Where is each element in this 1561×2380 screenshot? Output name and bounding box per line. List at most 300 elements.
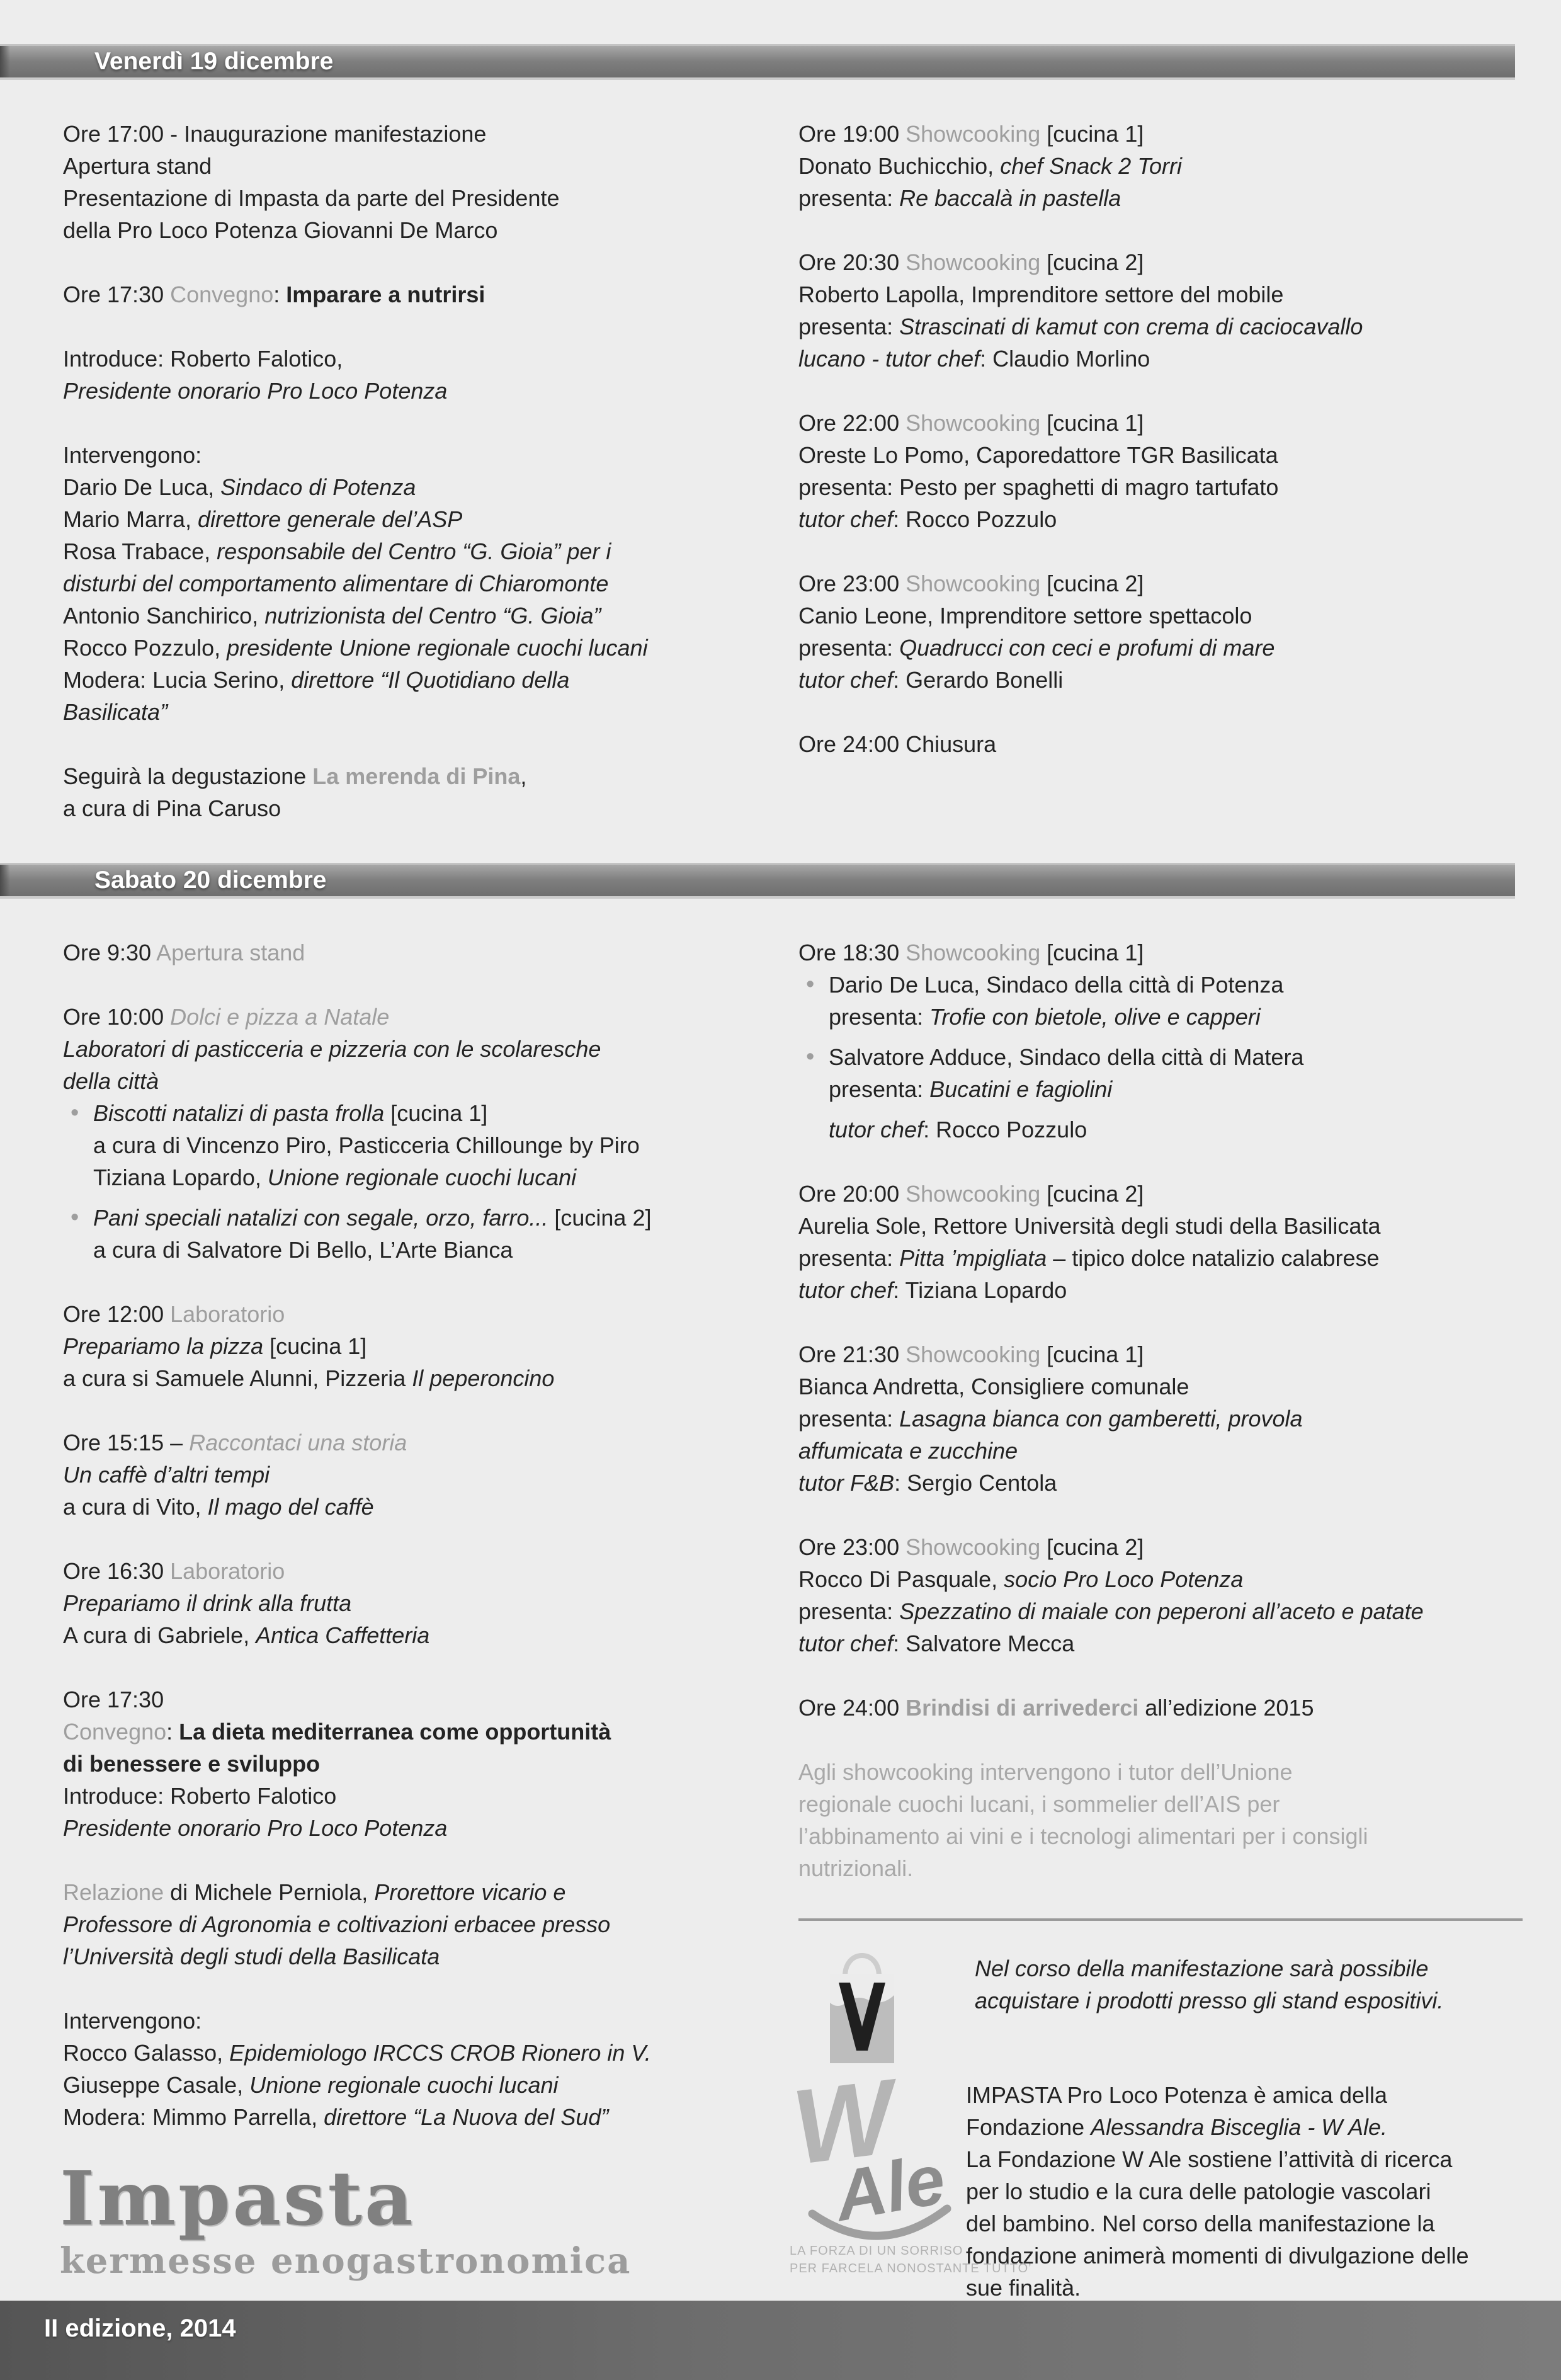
schedule-line: [966, 2240, 1469, 2272]
bullet-line: [63, 1202, 798, 1234]
schedule-line: [798, 1595, 1529, 1627]
schedule-line: [798, 632, 1529, 664]
text-run: sue finalità.: [966, 2275, 1081, 2301]
promo-text: [975, 1944, 1443, 2073]
schedule-line: [798, 1210, 1529, 1242]
text-run: Biscotti natalizi di pasta frolla: [93, 1100, 385, 1126]
text-run: Ore 19:00: [798, 121, 906, 147]
schedule-line: [63, 1876, 798, 1908]
text-run: [cucina 1]: [384, 1100, 488, 1126]
text-run: Ore 10:00: [63, 1004, 171, 1030]
text-run: Epidemiologo IRCCS CROB Rionero in V.: [229, 2040, 651, 2066]
schedule-line: [63, 792, 798, 824]
text-run: presenta:: [798, 185, 900, 211]
text-run: Apertura stand: [63, 153, 212, 179]
text-run: Ore 20:00: [798, 1181, 906, 1207]
schedule-line: [63, 1065, 798, 1097]
text-run: : Rocco Pozzulo: [893, 506, 1057, 532]
text-run: nutrizionista del Centro “G. Gioia”: [264, 603, 601, 629]
event-block: [63, 1298, 798, 1394]
text-run: [cucina 2]: [1040, 1534, 1144, 1560]
event-block: [63, 439, 798, 728]
bullet-line: [63, 1097, 798, 1129]
text-run: Alessandra Bisceglia - W Ale.: [1091, 2114, 1387, 2140]
text-run: Oreste Lo Pomo, Caporedattore TGR Basilicata: [798, 442, 1278, 468]
text-run: [cucina 2]: [548, 1205, 652, 1231]
schedule-line: [798, 1563, 1529, 1595]
schedule-line: [63, 1298, 798, 1330]
schedule-line: [966, 2272, 1469, 2304]
text-run: affumicata e zucchine: [798, 1438, 1018, 1464]
schedule-line: [966, 2207, 1469, 2240]
day-header-friday: [0, 44, 1515, 80]
text-run: Rosa Trabace,: [63, 538, 217, 564]
text-run: Fondazione: [966, 2114, 1091, 2140]
schedule-line: [63, 1683, 798, 1716]
text-run: l’Università degli studi della Basilicata: [63, 1944, 440, 1969]
text-run: lucano - tutor chef: [798, 346, 980, 372]
friday-right-column: [798, 118, 1529, 863]
text-run: Prepariamo il drink alla frutta: [63, 1590, 352, 1616]
text-run: nutrizionali.: [798, 1855, 914, 1881]
event-block: [63, 1876, 798, 1973]
text-run: :: [273, 282, 287, 307]
event-block: [798, 1178, 1529, 1306]
event-block: [798, 567, 1529, 696]
schedule-line: [63, 1459, 798, 1491]
schedule-line: [798, 1073, 1529, 1105]
schedule-line: [63, 503, 798, 535]
text-run: Presidente onorario Pro Loco Potenza: [63, 378, 448, 404]
text-run: Showcooking: [905, 249, 1041, 275]
text-run: Re baccalà in pastella: [899, 185, 1121, 211]
text-run: presenta:: [829, 1004, 930, 1030]
text-run: direttore “La Nuova del Sud”: [324, 2104, 609, 2130]
text-run: Apertura stand: [156, 940, 305, 965]
schedule-line: [966, 2079, 1469, 2111]
schedule-line: [63, 632, 798, 664]
text-run: presidente Unione regionale cuochi lucani: [227, 635, 648, 661]
text-run: Strascinati di kamut con crema di caciocavallo: [899, 314, 1363, 339]
text-run: presenta:: [798, 1245, 900, 1271]
text-run: Modera: Mimmo Parrella,: [63, 2104, 324, 2130]
event-block: [798, 1531, 1529, 1660]
text-run: a cura di Pina Caruso: [63, 795, 281, 821]
schedule-line: [63, 1330, 798, 1362]
wale-tagline-1: LA FORZA DI UN SORRISO: [790, 2244, 963, 2258]
schedule-line: [798, 1820, 1529, 1852]
text-run: : Gerardo Bonelli: [893, 667, 1064, 693]
wale-tagline-2: PER FARCELA NONOSTANTE TUTTO’: [790, 2262, 1032, 2275]
text-run: della Pro Loco Potenza Giovanni De Marco: [63, 217, 498, 243]
text-run: Un caffè d’altri tempi: [63, 1462, 270, 1488]
text-run: Showcooking: [905, 940, 1041, 965]
text-run: Prepariamo la pizza: [63, 1333, 264, 1359]
text-run: Ore 15:15 –: [63, 1430, 190, 1455]
schedule-line: [798, 118, 1529, 150]
schedule-line: [798, 1274, 1529, 1306]
event-block: [63, 937, 798, 969]
text-run: Sindaco di Potenza: [220, 474, 416, 500]
text-run: Raccontaci una storia: [189, 1430, 407, 1455]
schedule-line: [63, 1033, 798, 1065]
event-block: [63, 2005, 798, 2133]
day-title-friday: Venerdì 19 dicembre: [94, 48, 334, 75]
text-run: ,: [520, 763, 527, 789]
text-run: Agli showcooking intervengono i tutor dell’Unione: [798, 1759, 1293, 1785]
friday-left-column: [63, 118, 798, 863]
schedule-line: [798, 343, 1529, 375]
text-run: a cura di Salvatore Di Bello, L’Arte Bianca: [93, 1237, 513, 1263]
schedule-line: [63, 1940, 798, 1973]
event-block: [63, 343, 798, 407]
text-run: tutor chef: [798, 506, 894, 532]
text-run: Seguirà la degustazione: [63, 763, 313, 789]
schedule-line: [63, 1161, 798, 1193]
schedule-line: [63, 1587, 798, 1619]
text-run: [cucina 2]: [1040, 1181, 1144, 1207]
text-run: Showcooking: [905, 571, 1041, 596]
schedule-line: [63, 1001, 798, 1033]
schedule-line: [798, 150, 1529, 182]
schedule-line: [966, 2111, 1469, 2143]
text-run: Mario Marra,: [63, 506, 198, 532]
schedule-line: [63, 600, 798, 632]
schedule-line: [798, 246, 1529, 278]
impasta-logo-title: Impasta: [60, 2155, 416, 2242]
text-run: Ore 24:00 Chiusura: [798, 731, 997, 757]
event-block: [798, 1692, 1529, 1724]
schedule-line: [798, 503, 1529, 535]
text-run: [cucina 2]: [1040, 249, 1144, 275]
text-run: Professore di Agronomia e coltivazioni erbacee presso: [63, 1911, 611, 1937]
schedule-line: [798, 600, 1529, 632]
friday-columns: [0, 80, 1561, 863]
text-run: Showcooking: [905, 121, 1041, 147]
schedule-line: [63, 214, 798, 246]
text-run: Convegno: [170, 282, 274, 307]
text-run: Canio Leone, Imprenditore settore spettacolo: [798, 603, 1252, 629]
schedule-line: [63, 1908, 798, 1940]
bullet-line: [798, 1041, 1529, 1073]
text-run: chef Snack 2 Torri: [1000, 153, 1182, 179]
text-run: Intervengono:: [63, 2008, 202, 2034]
text-run: Presidente onorario Pro Loco Potenza: [63, 1815, 448, 1841]
schedule-line: [63, 1555, 798, 1587]
saturday-columns: [0, 899, 1561, 2336]
text-run: : Salvatore Mecca: [893, 1631, 1075, 1656]
schedule-line: [798, 1756, 1529, 1788]
text-run: della città: [63, 1068, 159, 1094]
text-run: Antonio Sanchirico,: [63, 603, 265, 629]
schedule-line: [63, 1426, 798, 1459]
text-run: Ore 21:30: [798, 1341, 906, 1367]
schedule-line: [63, 1491, 798, 1523]
text-run: Ore 24:00: [798, 1695, 906, 1721]
text-run: [cucina 1]: [263, 1333, 367, 1359]
text-run: Ore 18:30: [798, 940, 906, 965]
text-run: l’abbinamento ai vini e i tecnologi alimentari per i consigli: [798, 1823, 1368, 1849]
text-run: Pitta ’mpigliata: [899, 1245, 1047, 1271]
schedule-line: [63, 375, 798, 407]
event-block: [966, 2079, 1469, 2336]
schedule-line: [798, 1852, 1529, 1884]
text-run: Bucatini e fagiolini: [929, 1076, 1113, 1102]
footer-bar: [0, 2301, 1561, 2380]
text-run: Aurelia Sole, Rettore Università degli studi della Basilicata: [798, 1213, 1381, 1239]
text-run: Showcooking: [905, 410, 1041, 436]
schedule-line: [63, 2101, 798, 2133]
text-run: regionale cuochi lucani, i sommelier dell’AIS per: [798, 1791, 1280, 1817]
schedule-line: [798, 1467, 1529, 1499]
text-run: [cucina 2]: [1040, 571, 1144, 596]
text-run: Intervengono:: [63, 442, 202, 468]
schedule-line: [798, 1403, 1529, 1435]
text-run: Ore 17:30: [63, 1687, 164, 1712]
saturday-right-schedule: [798, 937, 1529, 1884]
event-block: [63, 1001, 798, 1266]
text-run: Modera: Lucia Serino,: [63, 667, 292, 693]
text-run: Ore 9:30: [63, 940, 157, 965]
day-header-saturday: [0, 863, 1515, 899]
text-run: Lasagna bianca con gamberetti, provola: [899, 1406, 1303, 1432]
text-run: Laboratori di pasticceria e pizzeria con le scolaresche: [63, 1036, 601, 1062]
text-run: acquistare i prodotti presso gli stand espositivi.: [975, 1988, 1444, 2013]
schedule-line: [63, 1748, 798, 1780]
schedule-line: [798, 937, 1529, 969]
schedule-line: [63, 1716, 798, 1748]
shopping-bag-icon: [821, 1944, 903, 2070]
text-run: [cucina 1]: [1040, 121, 1144, 147]
text-run: a cura di Vito,: [63, 1494, 208, 1520]
text-run: Nel corso della manifestazione sarà possibile: [975, 1956, 1429, 1981]
text-run: tutor chef: [798, 1277, 894, 1303]
text-run: La Fondazione W Ale sostiene l’attività di ricerca: [966, 2146, 1453, 2172]
text-run: Introduce: Roberto Falotico: [63, 1783, 337, 1809]
text-run: disturbi del comportamento alimentare di Chiaromonte: [63, 571, 609, 596]
text-run: [cucina 1]: [1040, 1341, 1144, 1367]
day-title-saturday: Sabato 20 dicembre: [94, 867, 327, 894]
schedule-line: [63, 1812, 798, 1844]
schedule-line: [63, 278, 798, 310]
schedule-line: [798, 567, 1529, 600]
event-block: [975, 1952, 1443, 2017]
text-run: Laboratorio: [170, 1558, 285, 1584]
saturday-left-column: [63, 937, 798, 2336]
text-run: Ore 20:30: [798, 249, 906, 275]
text-run: di Michele Perniola,: [164, 1879, 375, 1905]
impasta-logo-subtitle: kermesse enogastronomica: [60, 2240, 632, 2282]
text-run: Brindisi di arrivederci: [905, 1695, 1139, 1721]
text-run: Showcooking: [905, 1181, 1041, 1207]
text-run: Introduce: Roberto Falotico,: [63, 346, 343, 372]
divider-rule: [798, 1918, 1523, 1921]
text-run: Ore 16:30: [63, 1558, 171, 1584]
schedule-line: [798, 1178, 1529, 1210]
text-run: Bianca Andretta, Consigliere comunale: [798, 1374, 1189, 1399]
text-run: : Claudio Morlino: [980, 346, 1150, 372]
text-run: Ore 22:00: [798, 410, 906, 436]
schedule-line: [63, 937, 798, 969]
text-run: Rocco Di Pasquale,: [798, 1566, 1004, 1592]
text-run: La dieta mediterranea come opportunità: [179, 1719, 611, 1745]
text-run: direttore “Il Quotidiano della: [291, 667, 570, 693]
text-run: Prorettore vicario e: [374, 1879, 566, 1905]
text-run: : Tiziana Lopardo: [893, 1277, 1067, 1303]
text-run: presenta:: [798, 1598, 900, 1624]
event-block: [798, 1338, 1529, 1499]
text-run: Ore 23:00: [798, 1534, 906, 1560]
schedule-line: [63, 439, 798, 471]
schedule-line: [798, 439, 1529, 471]
schedule-line: [798, 471, 1529, 503]
schedule-line: [975, 1952, 1443, 1984]
text-run: Showcooking: [905, 1534, 1041, 1560]
text-run: Tiziana Lopardo,: [93, 1164, 268, 1190]
text-run: Showcooking: [905, 1341, 1041, 1367]
schedule-line: [63, 2005, 798, 2037]
text-run: Spezzatino di maiale con peperoni all’aceto e patate: [899, 1598, 1424, 1624]
event-block: [798, 728, 1529, 760]
schedule-line: [63, 567, 798, 600]
event-block: [63, 1555, 798, 1651]
text-run: :: [166, 1719, 179, 1745]
saturday-right-column: [786, 937, 1529, 2336]
text-run: IMPASTA Pro Loco Potenza è amica della: [966, 2082, 1388, 2108]
schedule-line: [798, 728, 1529, 760]
text-run: fondazione animerà momenti di divulgazione delle: [966, 2243, 1469, 2269]
schedule-line: [798, 310, 1529, 343]
schedule-line: [966, 2175, 1469, 2207]
text-run: Ore 12:00: [63, 1301, 171, 1327]
schedule-line: [63, 696, 798, 728]
text-run: Trofie con bietole, olive e capperi: [929, 1004, 1261, 1030]
schedule-line: [63, 343, 798, 375]
schedule-line: [63, 2069, 798, 2101]
text-run: presenta:: [798, 635, 900, 661]
schedule-line: [63, 1362, 798, 1394]
schedule-line: [63, 471, 798, 503]
event-block: [63, 278, 798, 310]
text-run: Giuseppe Casale,: [63, 2072, 250, 2098]
impasta-logo: [60, 2155, 632, 2282]
text-run: [cucina 1]: [1040, 410, 1144, 436]
text-run: direttore generale del’ASP: [198, 506, 463, 532]
schedule-line: [798, 407, 1529, 439]
schedule-line: [966, 2143, 1469, 2175]
schedule-line: [798, 1338, 1529, 1370]
foundation-text: [966, 2079, 1469, 2336]
text-run: Roberto Lapolla, Imprenditore settore del mobile: [798, 282, 1284, 307]
text-run: tutor F&B: [798, 1470, 895, 1496]
text-run: socio Pro Loco Potenza: [1004, 1566, 1244, 1592]
text-run: Rocco Galasso,: [63, 2040, 230, 2066]
bullet-line: [798, 969, 1529, 1001]
text-run: Ore 23:00: [798, 571, 906, 596]
schedule-line: [798, 182, 1529, 214]
text-run: presenta:: [829, 1076, 930, 1102]
text-run: responsabile del Centro “G. Gioia” per i: [217, 538, 611, 564]
text-run: Unione regionale cuochi lucani: [249, 2072, 559, 2098]
text-run: Presentazione di Impasta da parte del Presidente: [63, 185, 560, 211]
text-run: Ore 17:30: [63, 282, 171, 307]
event-block: [798, 407, 1529, 535]
promo-icon-box: [798, 1944, 975, 2073]
text-run: Quadrucci con ceci e profumi di mare: [899, 635, 1275, 661]
schedule-line: [63, 1129, 798, 1161]
text-run: Dario De Luca, Sindaco della città di Potenza: [829, 972, 1284, 998]
schedule-line: [798, 278, 1529, 310]
foundation-row: [786, 2057, 1529, 2336]
schedule-line: [798, 1627, 1529, 1660]
text-run: Imparare a nutrirsi: [286, 282, 485, 307]
schedule-line: [63, 1619, 798, 1651]
text-run: presenta: Pesto per spaghetti di magro tartufato: [798, 474, 1279, 500]
schedule-line: [63, 535, 798, 567]
text-run: – tipico dolce natalizio calabrese: [1047, 1245, 1380, 1271]
schedule-line: [975, 1984, 1443, 2017]
footer-edition-text: II edizione, 2014: [44, 2315, 236, 2342]
text-run: Pani speciali natalizi con segale, orzo, farro...: [93, 1205, 548, 1231]
text-run: Donato Buchicchio,: [798, 153, 1001, 179]
text-run: tutor chef: [798, 1631, 894, 1656]
text-run: Salvatore Adduce, Sindaco della città di Matera: [829, 1044, 1304, 1070]
event-block: [63, 1683, 798, 1844]
schedule-line: [63, 2037, 798, 2069]
schedule-line: [63, 118, 798, 150]
text-run: per lo studio e la cura delle patologie vascolari: [966, 2178, 1431, 2204]
text-run: Dario De Luca,: [63, 474, 221, 500]
schedule-line: [798, 1242, 1529, 1274]
schedule-line: [63, 1780, 798, 1812]
schedule-line: [798, 1788, 1529, 1820]
text-run: Ore 17:00 - Inaugurazione manifestazione: [63, 121, 487, 147]
schedule-line: [798, 1001, 1529, 1033]
text-run: A cura di Gabriele,: [63, 1622, 256, 1648]
wale-logo-ale: Ale: [829, 2139, 951, 2236]
schedule-line: [63, 182, 798, 214]
event-block: [798, 937, 1529, 1146]
text-run: tutor chef: [798, 667, 894, 693]
promo-row: [798, 1944, 1529, 2073]
text-run: [cucina 1]: [1040, 940, 1144, 965]
text-run: Il peperoncino: [412, 1365, 555, 1391]
text-run: presenta:: [798, 1406, 900, 1432]
event-block: [798, 246, 1529, 375]
schedule-line: [798, 1531, 1529, 1563]
event-block: [63, 760, 798, 824]
text-run: Antica Caffetteria: [256, 1622, 430, 1648]
text-run: Unione regionale cuochi lucani: [267, 1164, 577, 1190]
event-block: [63, 1426, 798, 1523]
text-run: Rocco Pozzulo,: [63, 635, 227, 661]
text-run: presenta:: [798, 314, 900, 339]
text-run: : Rocco Pozzulo: [923, 1117, 1087, 1142]
wale-logo-w: W: [786, 2057, 900, 2187]
text-run: Convegno: [63, 1719, 167, 1745]
schedule-line: [63, 760, 798, 792]
schedule-line: [798, 1692, 1529, 1724]
text-run: a cura si Samuele Alunni, Pizzeria: [63, 1365, 412, 1391]
schedule-line: [798, 1435, 1529, 1467]
event-block: [798, 118, 1529, 214]
text-run: Dolci e pizza a Natale: [170, 1004, 390, 1030]
text-run: Basilicata”: [63, 699, 168, 725]
text-run: Laboratorio: [170, 1301, 285, 1327]
schedule-line: [798, 1370, 1529, 1403]
event-block: [63, 118, 798, 246]
schedule-line: [63, 150, 798, 182]
